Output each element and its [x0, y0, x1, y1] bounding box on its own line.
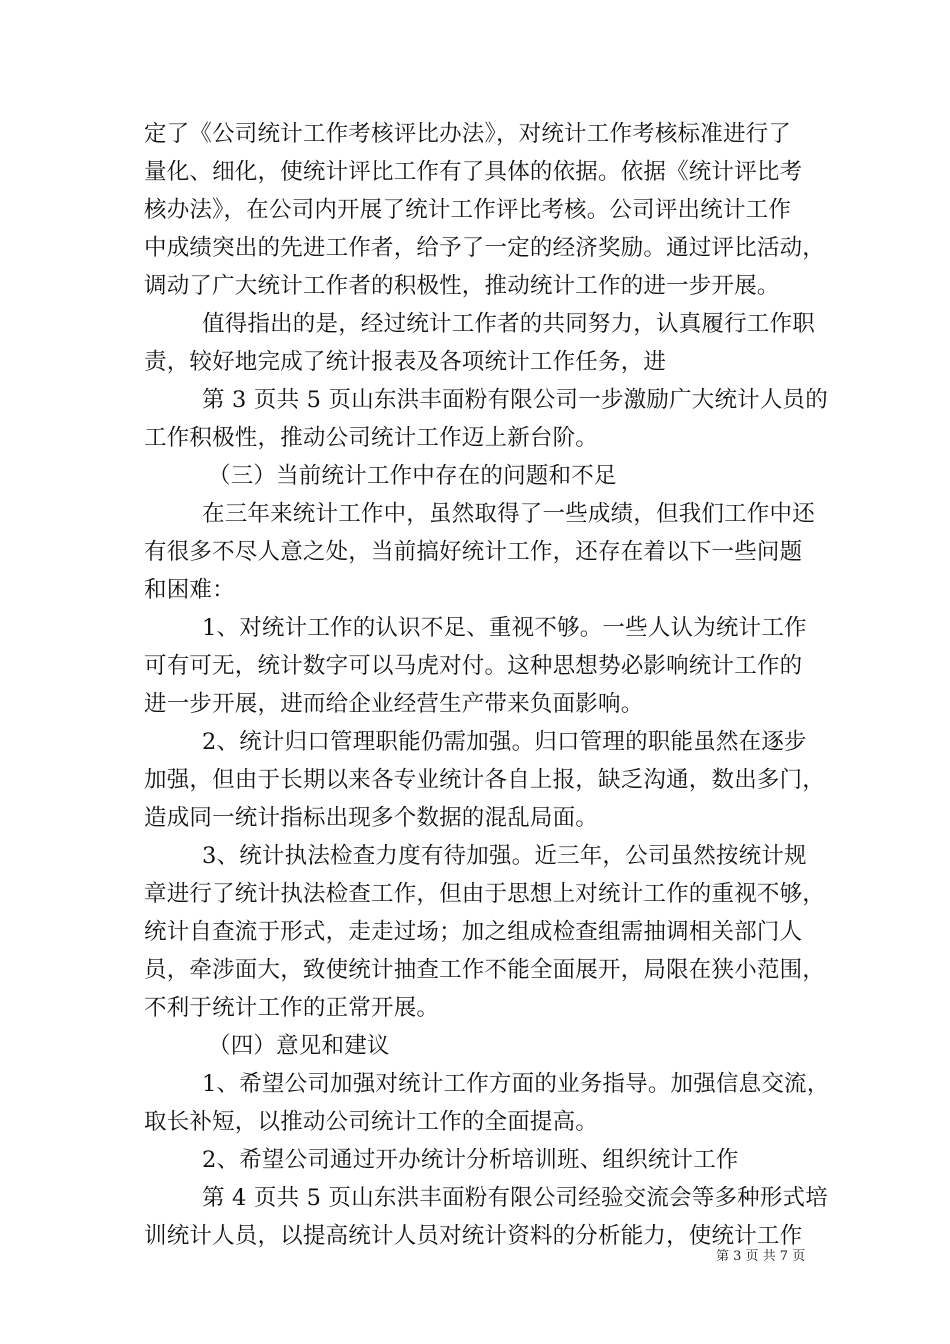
- text-line: 统计自查流于形式，走走过场；加之组成检查组需抽调相关部门人: [144, 919, 803, 945]
- text-line: 章进行了统计执法检查工作，但由于思想上对统计工作的重视不够，: [144, 881, 826, 907]
- text-line: 造成同一统计指标出现多个数据的混乱局面。: [144, 805, 599, 831]
- text-line: 量化、细化，使统计评比工作有了具体的依据。依据《统计评比考: [144, 159, 803, 185]
- text-line: 核办法》，在公司内开展了统计工作评比考核。公司评出统计工作: [144, 197, 792, 223]
- text-line: 员，牵涉面大，致使统计抽查工作不能全面展开，局限在狭小范围，: [144, 957, 826, 983]
- text-line: 取长补短，以推动公司统计工作的全面提高。: [144, 1109, 599, 1135]
- section-heading: （三）当前统计工作中存在的问题和不足: [208, 463, 617, 489]
- text-line: 值得指出的是，经过统计工作者的共同努力，认真履行工作职: [202, 311, 815, 337]
- text-line: 可有可无，统计数字可以马虎对付。这种思想势必影响统计工作的: [144, 653, 803, 679]
- text-line: 1、希望公司加强对统计工作方面的业务指导。加强信息交流，: [202, 1071, 830, 1097]
- text-line: 定了《公司统计工作考核评比办法》，对统计工作考核标准进行了: [144, 121, 792, 147]
- text-line: 加强，但由于长期以来各专业统计各自上报，缺乏沟通，数出多门，: [144, 767, 826, 793]
- text-line: 和困难：: [144, 577, 235, 603]
- text-line: 有很多不尽人意之处，当前搞好统计工作，还存在着以下一些问题: [144, 539, 803, 565]
- text-line: 2、统计归口管理职能仍需加强。归口管理的职能虽然在逐步: [202, 729, 807, 755]
- text-line: 工作积极性，推动公司统计工作迈上新台阶。: [144, 425, 599, 451]
- text-line: 责，较好地完成了统计报表及各项统计工作任务，进: [144, 349, 667, 375]
- text-line: 调动了广大统计工作者的积极性，推动统计工作的进一步开展。: [144, 273, 780, 299]
- text-line: 不利于统计工作的正常开展。: [144, 995, 440, 1021]
- text-line: 进一步开展，进而给企业经营生产带来负面影响。: [144, 691, 644, 717]
- page-number-footer: 第 3 页 共 7 页: [716, 1249, 806, 1264]
- text-line: 第 4 页共 5 页山东洪丰面粉有限公司经验交流会等多种形式培: [202, 1185, 828, 1211]
- text-line: 2、希望公司通过开办统计分析培训班、组织统计工作: [202, 1147, 739, 1173]
- text-line: 1、对统计工作的认识不足、重视不够。一些人认为统计工作: [202, 615, 807, 641]
- text-line: 中成绩突出的先进工作者，给予了一定的经济奖励。通过评比活动，: [144, 235, 826, 261]
- text-line: 第 3 页共 5 页山东洪丰面粉有限公司一步激励广大统计人员的: [202, 387, 828, 413]
- text-line: 在三年来统计工作中，虽然取得了一些成绩，但我们工作中还: [202, 501, 815, 527]
- text-line: 训统计人员，以提高统计人员对统计资料的分析能力，使统计工作: [144, 1223, 803, 1249]
- section-heading: （四）意见和建议: [208, 1033, 390, 1059]
- text-line: 3、统计执法检查力度有待加强。近三年，公司虽然按统计规: [202, 843, 807, 869]
